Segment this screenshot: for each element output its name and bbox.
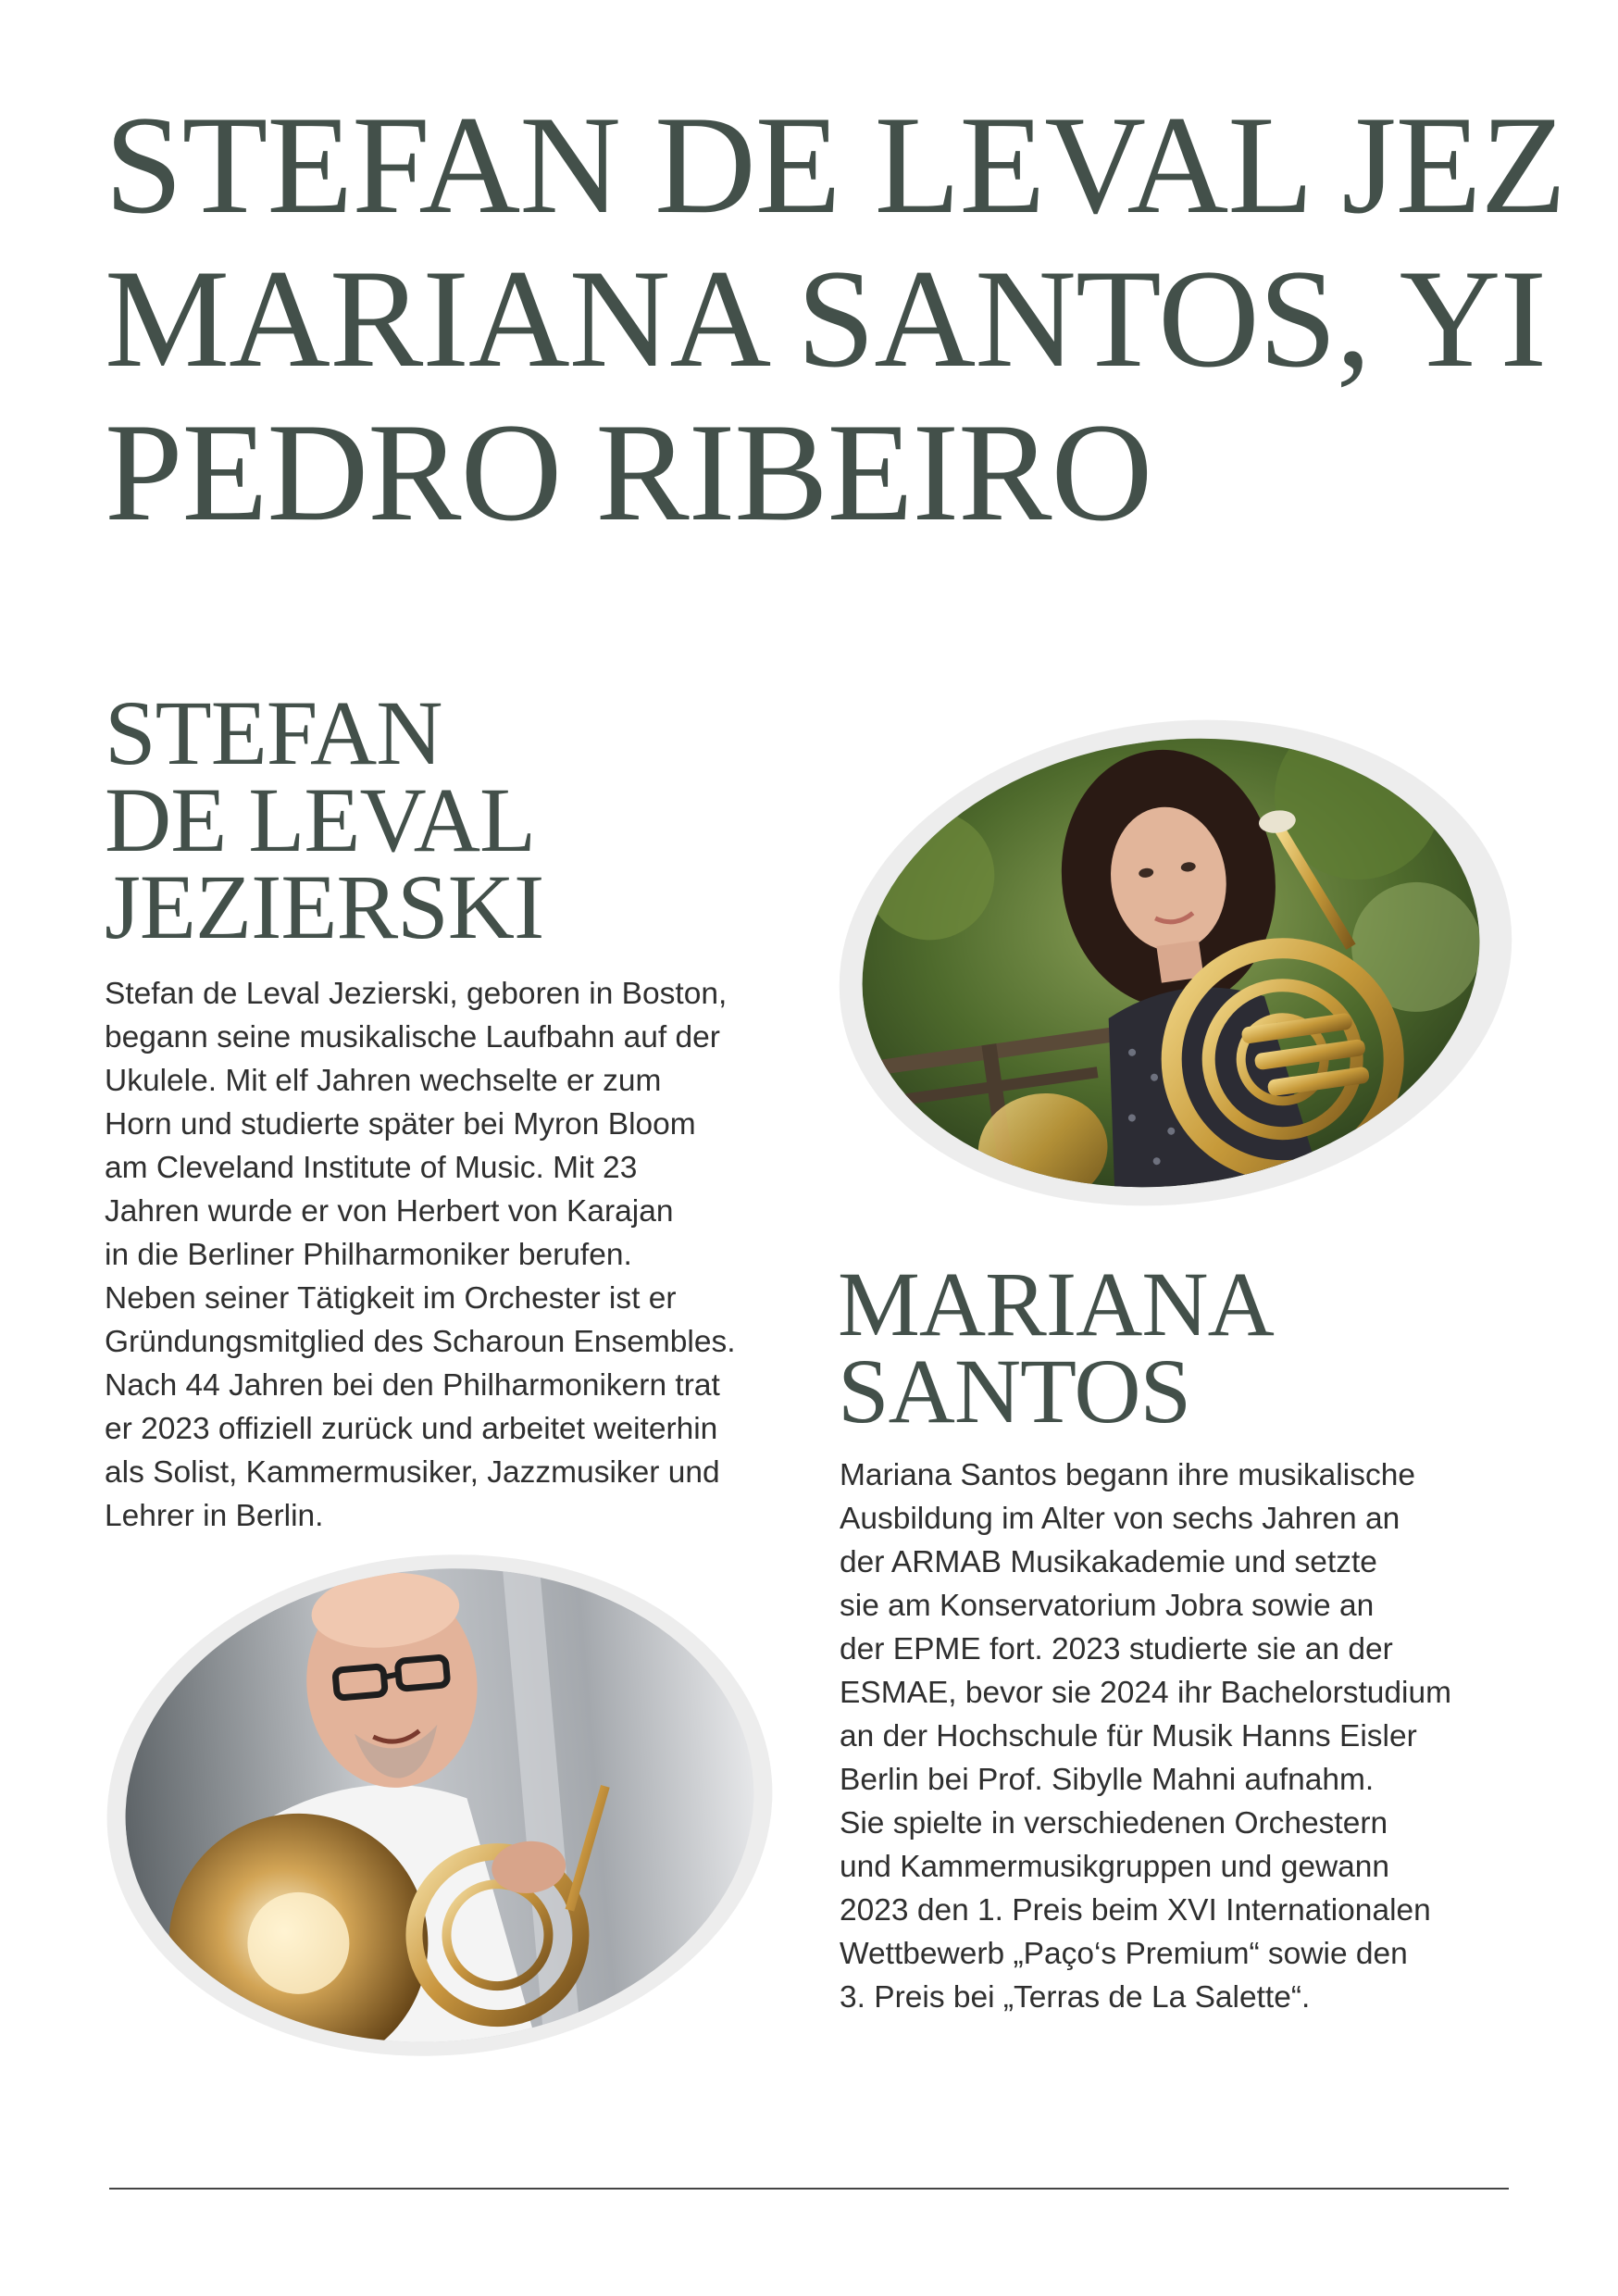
stefan-bio-line: er 2023 offiziell zurück und arbeitet weiterhin [105, 1412, 718, 1446]
mariana-name-heading [838, 1253, 1274, 1442]
mariana-bio-line: ESMAE, bevor sie 2024 ihr Bachelorstudium [840, 1676, 1452, 1710]
mariana-bio [840, 1454, 1451, 2019]
mariana-bio-line: Wettbewerb „Paço‘s Premium“ sowie den [840, 1937, 1408, 1971]
stefan-bio-line: in die Berliner Philharmoniker berufen. [105, 1238, 632, 1272]
stefan-bio-line: Gründungsmitglied des Scharoun Ensembles. [105, 1325, 736, 1359]
mariana-bio-line: Mariana Santos begann ihre musikalische [840, 1458, 1415, 1492]
page-headline [105, 88, 1618, 549]
stefan-bio-line: Nach 44 Jahren bei den Philharmonikern trat [105, 1368, 720, 1403]
mariana-bio-line: der ARMAB Musikakademie und setzte [840, 1545, 1377, 1579]
mariana-bio-line: 3. Preis bei „Terras de La Salette“. [840, 1980, 1311, 2015]
mariana-portrait-photo [838, 704, 1513, 1222]
mariana-bio-line: der EPME fort. 2023 studierte sie an der [840, 1632, 1393, 1666]
stefan-name-line-3: JEZIERSKI [105, 855, 544, 958]
mariana-bio-line: an der Hochschule für Musik Hanns Eisler [840, 1719, 1417, 1753]
stefan-bio-line: Jahren wurde er von Herbert von Karajan [105, 1194, 674, 1229]
mariana-bio-line: und Kammermusikgruppen und gewann [840, 1850, 1390, 1884]
mariana-bio-line: Sie spielte in verschiedenen Orchestern [840, 1806, 1388, 1841]
mariana-name-line-1: MARIANA [838, 1253, 1274, 1355]
stefan-bio-line: am Cleveland Institute of Music. Mit 23 [105, 1151, 638, 1185]
headline-line-3: PEDRO RIBEIRO [105, 394, 1152, 549]
stefan-bio [105, 972, 736, 1538]
mariana-bio-line: sie am Konservatorium Jobra sowie an [840, 1589, 1375, 1623]
footer-divider [109, 2188, 1509, 2190]
stefan-bio-line: Horn und studierte später bei Myron Bloom [105, 1107, 696, 1142]
mariana-bio-line: Berlin bei Prof. Sibylle Mahni aufnahm. [840, 1763, 1375, 1797]
stefan-bio-line: begann seine musikalische Laufbahn auf der [105, 1020, 720, 1054]
headline-line-2: MARIANA SANTOS, YI [105, 241, 1547, 396]
stefan-name-line-2: DE LEVAL [105, 768, 536, 871]
stefan-portrait-photo [106, 1546, 773, 2074]
headline-line-1: STEFAN DE LEVAL JEZ [105, 88, 1566, 243]
stefan-name-heading [105, 681, 544, 958]
stefan-bio-line: Ukulele. Mit elf Jahren wechselte er zum [105, 1064, 662, 1098]
stefan-bio-line: Neben seiner Tätigkeit im Orchester ist er [105, 1281, 677, 1316]
stefan-bio-line: Lehrer in Berlin. [105, 1499, 324, 1533]
stefan-name-line-1: STEFAN [105, 681, 442, 784]
mariana-name-line-2: SANTOS [838, 1340, 1191, 1442]
mariana-bio-line: Ausbildung im Alter von sechs Jahren an [840, 1502, 1400, 1536]
mariana-bio-line: 2023 den 1. Preis beim XVI Internationalen [840, 1893, 1431, 1928]
stefan-bio-line: Stefan de Leval Jezierski, geboren in Boston, [105, 977, 728, 1011]
stefan-bio-line: als Solist, Kammermusiker, Jazzmusiker und [105, 1455, 720, 1490]
